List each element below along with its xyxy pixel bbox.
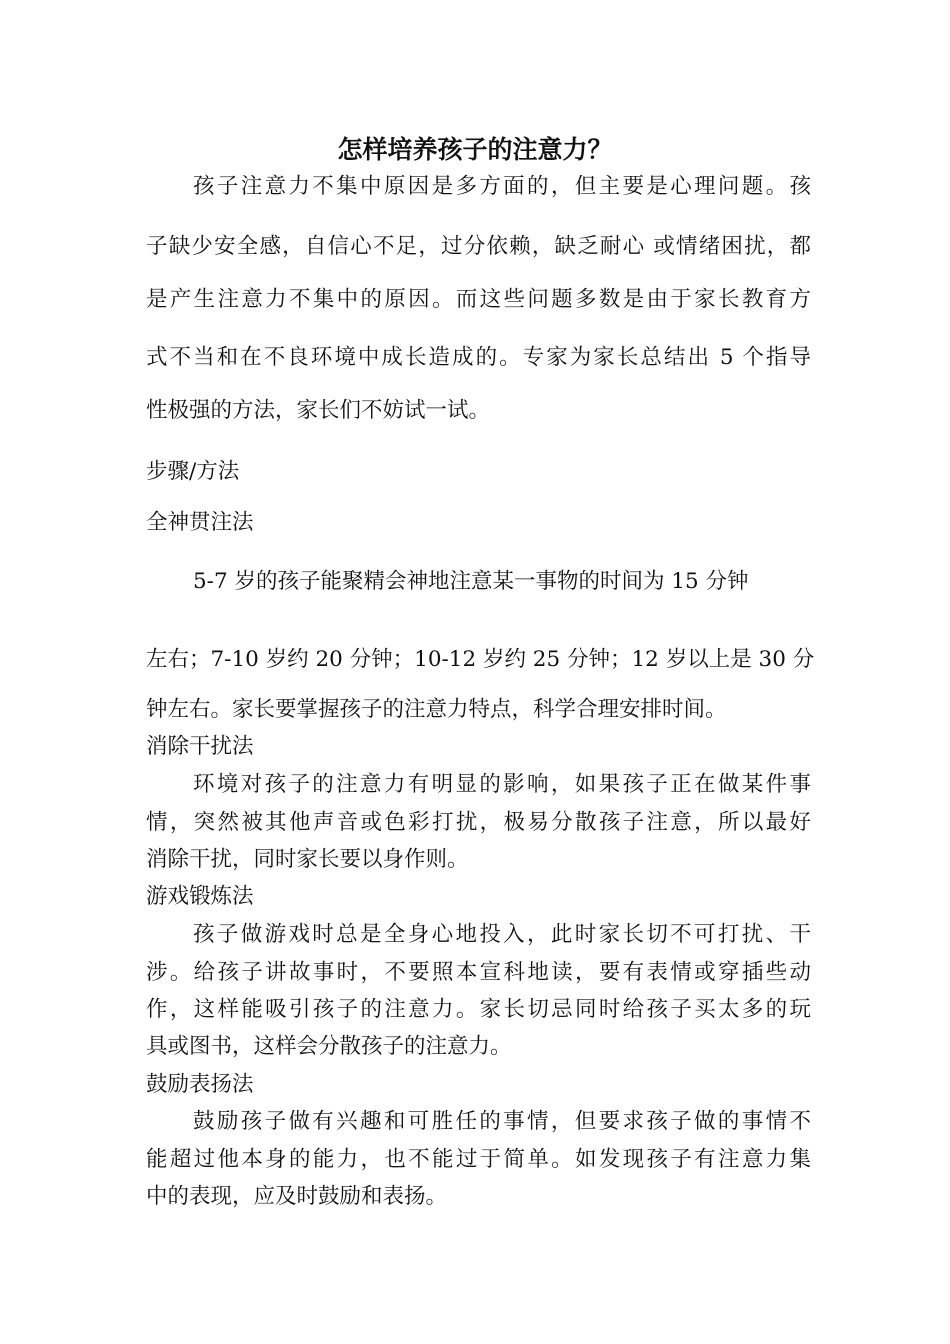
section-heading: 全神贯注法: [146, 510, 254, 535]
section-line: 5-7 岁的孩子能聚精会神地注意某一事物的时间为 15 分钟: [193, 569, 749, 594]
intro-line: 性极强的方法，家长们不妨试一试。: [146, 398, 491, 423]
intro-line: 孩子注意力不集中原因是多方面的，但主要是心理问题。孩: [193, 174, 811, 199]
section-heading: 游戏锻炼法: [146, 884, 254, 909]
section-line: 具或图书，这样会分散孩子的注意力。: [146, 1034, 512, 1059]
section-line: 涉。给孩子讲故事时，不要照本宣科地读，要有表情或穿插些动: [146, 960, 811, 985]
steps-heading: 步骤/方法: [146, 459, 240, 484]
section-line: 能超过他本身的能力，也不能过于简单。如发现孩子有注意力集: [146, 1147, 811, 1172]
section-heading: 消除干扰法: [146, 734, 254, 759]
section-heading: 鼓励表扬法: [146, 1072, 254, 1097]
document-title: 怎样培养孩子的注意力？: [337, 135, 613, 164]
intro-line: 是产生注意力不集中的原因。而这些问题多数是由于家长教育方: [146, 287, 811, 312]
section-line: 作，这样能吸引孩子的注意力。家长切忌同时给孩子买太多的玩: [146, 997, 811, 1022]
section-line: 钟左右。家长要掌握孩子的注意力特点，科学合理安排时间。: [146, 697, 727, 722]
section-line: 中的表现，应及时鼓励和表扬。: [146, 1184, 448, 1209]
section-line: 消除干扰，同时家长要以身作则。: [146, 847, 469, 872]
intro-line: 式不当和在不良环境中成长造成的。专家为家长总结出 5 个指导: [146, 345, 811, 370]
section-line: 环境对孩子的注意力有明显的影响，如果孩子正在做某件事: [193, 772, 811, 797]
intro-line: 子缺少安全感，自信心不足，过分依赖，缺乏耐心 或情绪困扰，都: [146, 234, 811, 259]
section-line: 孩子做游戏时总是全身心地投入，此时家长切不可打扰、干: [193, 922, 811, 947]
section-line: 左右；7-10 岁约 20 分钟；10-12 岁约 25 分钟；12 岁以上是 30 分: [146, 647, 815, 672]
section-line: 鼓励孩子做有兴趣和可胜任的事情，但要求孩子做的事情不: [193, 1109, 811, 1134]
section-line: 情，突然被其他声音或色彩打扰，极易分散孩子注意，所以最好: [146, 810, 811, 835]
